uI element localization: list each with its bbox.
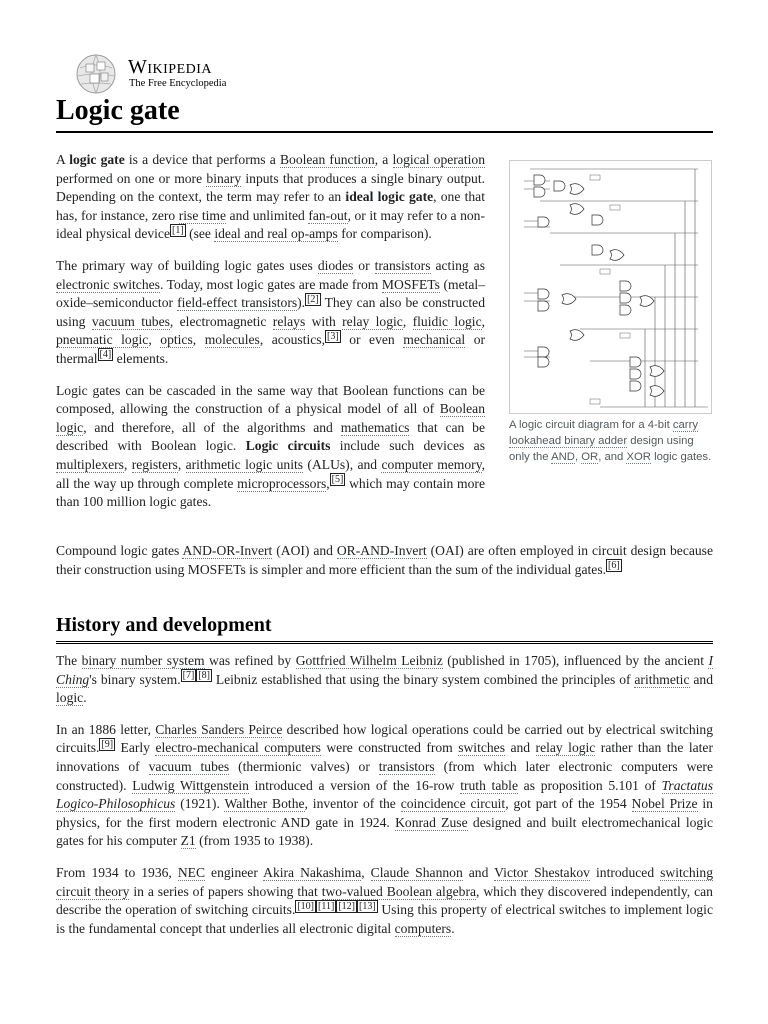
- link[interactable]: switches: [458, 740, 506, 756]
- link[interactable]: OR: [581, 451, 599, 463]
- link[interactable]: relays: [272, 313, 306, 329]
- citation[interactable]: [7]: [182, 670, 195, 682]
- intro-column: [56, 151, 485, 525]
- link[interactable]: fan-out: [308, 207, 348, 223]
- link[interactable]: coincidence circuit: [400, 796, 506, 812]
- link[interactable]: optics: [160, 332, 193, 348]
- link[interactable]: Ludwig Wittgenstein: [132, 777, 249, 793]
- circuit-diagram-image[interactable]: [509, 160, 712, 414]
- history-paragraph-1: The binary number system was refined by Gottfried Wilhelm Leibniz (published in 1705), influenced by the ancient I Ching's binary system. [7] [8] Leibniz established that using the binary system combined the principles of arithmetic and logic.: [56, 653, 713, 706]
- wikipedia-globe-logo[interactable]: [72, 52, 120, 96]
- link[interactable]: AND: [551, 451, 575, 463]
- citation[interactable]: [4]: [99, 349, 112, 361]
- link[interactable]: computers: [394, 920, 452, 936]
- link[interactable]: vacuum tubes: [148, 758, 230, 774]
- circuit-figure: [509, 160, 712, 465]
- citation[interactable]: [8]: [198, 670, 210, 682]
- link[interactable]: Walther Bothe: [224, 796, 305, 812]
- link[interactable]: electronic switches: [56, 276, 160, 292]
- link[interactable]: Gottfried Wilhelm Leibniz: [295, 653, 443, 668]
- tagline: The Free Encyclopedia: [129, 78, 227, 89]
- link[interactable]: AND-OR-Invert: [182, 543, 273, 558]
- link[interactable]: Z1: [180, 833, 196, 849]
- figure-caption: A logic circuit diagram for a 4-bit carry lookahead binary adder design using only the AND, OR, and XOR logic gates.: [509, 419, 712, 463]
- link[interactable]: Boolean function: [279, 152, 375, 167]
- citation[interactable]: [5]: [331, 473, 344, 485]
- link[interactable]: multiplexers: [56, 456, 124, 472]
- citation[interactable]: [10]: [297, 900, 315, 912]
- section-heading-history: History and development: [56, 611, 713, 644]
- link[interactable]: Akira Nakashima: [263, 864, 362, 880]
- link[interactable]: field-effect transistors: [177, 295, 298, 311]
- intro-paragraph-1: A logic gate is a device that performs a Boolean function, a logical operation performed on one or more binary inputs that produces a single binary output. Depending on the context, the term may refer to an ideal logic gate, one that has, for instance, zero rise time and unlimited fan-out, or it may refer to a non-ideal physical device [1] (see ideal and real op-amps for comparison).: [56, 152, 485, 242]
- citation[interactable]: [2]: [307, 293, 319, 305]
- intro-paragraph-2: The primary way of building logic gates uses diodes or transistors acting as electronic switches. Today, most logic gates are made from MOSFETs (metal–oxide–semiconductor field-effect transistors). [2] They can also be constructed using vacuum tubes, electromagnetic relays with relay logic, fluidic logic, pneumatic logic, optics, molecules, acoustics, [3] or even mechanical or thermal [4] elements.: [56, 257, 486, 366]
- link[interactable]: XOR: [626, 451, 651, 463]
- link[interactable]: relay logic: [342, 313, 403, 329]
- history-section: [56, 652, 713, 938]
- link[interactable]: registers: [131, 456, 178, 472]
- link[interactable]: diodes: [317, 257, 354, 273]
- history-paragraph-2: In an 1886 letter, Charles Sanders Peirce described how logical operations could be carried out by electrical switching circuits. [9] Early electro-mechanical computers were constructed from switches and relay logic rather than the later innovations of vacuum tubes (thermionic valves) or transistors (from which later electronic computers were constructed). Ludwig Wittgenstein introduced a version of the 16-row truth table as proposition 5.101 of Tractatus Logico-Philosophicus (1921). Walther Bothe, inventor of the coincidence circuit, got part of the 1954 Nobel Prize in physics, for the first modern electronic AND gate in 1924. Konrad Zuse designed and built electromechanical logic gates for his computer Z1 (from 1935 to 1938).: [56, 721, 714, 849]
- link[interactable]: rise time: [178, 207, 227, 223]
- link[interactable]: Claude Shannon: [370, 864, 463, 880]
- link[interactable]: Boolean logic: [56, 401, 485, 435]
- link[interactable]: pneumatic logic: [56, 332, 149, 348]
- link[interactable]: binary number system: [81, 653, 205, 668]
- citation[interactable]: [3]: [327, 330, 339, 342]
- link[interactable]: OR-AND-Invert: [336, 543, 427, 558]
- citation[interactable]: [6]: [608, 560, 620, 572]
- link[interactable]: logical operation: [392, 152, 485, 167]
- link[interactable]: MOSFETs: [381, 276, 440, 292]
- intro-paragraph-4: Compound logic gates AND-OR-Invert (AOI) and OR-AND-Invert (OAI) are often employed in circuit design because their construction using MOSFETs is simpler and more efficient than the sum of the individual gates. [6]: [56, 543, 714, 577]
- citation[interactable]: [1]: [172, 224, 184, 236]
- link[interactable]: I Ching: [56, 653, 713, 687]
- link[interactable]: Nobel Prize: [631, 796, 698, 812]
- link[interactable]: microprocessors: [237, 475, 327, 491]
- link[interactable]: NEC: [177, 864, 206, 880]
- link[interactable]: switching circuit theory: [56, 864, 714, 899]
- intro-paragraph-3: Logic gates can be cascaded in the same way that Boolean functions can be composed, allowing the construction of a physical model of all of Boolean logic, and therefore, all of the algorithms and mathematics that can be described with Boolean logic. Logic circuits include such devices as multiplexers, registers, arithmetic logic units (ALUs), and computer memory, all the way up through complete microprocessors, [5] which may contain more than 100 million logic gates.: [56, 382, 486, 510]
- link[interactable]: arithmetic: [634, 671, 690, 687]
- citation[interactable]: [11]: [318, 900, 335, 912]
- link[interactable]: Konrad Zuse: [395, 814, 468, 830]
- link[interactable]: electro-mechanical computers: [155, 740, 321, 756]
- link[interactable]: molecules: [204, 332, 260, 348]
- link[interactable]: Victor Shestakov: [494, 864, 590, 880]
- intro-paragraph-4-wrap: [56, 542, 713, 579]
- link[interactable]: mathematics: [340, 419, 410, 435]
- citation[interactable]: [9]: [101, 738, 114, 750]
- link[interactable]: fluidic logic: [412, 313, 482, 329]
- link[interactable]: logic: [56, 690, 84, 706]
- link[interactable]: transistors: [378, 758, 435, 774]
- link[interactable]: relay logic: [535, 740, 596, 756]
- wikipedia-header[interactable]: [72, 52, 372, 96]
- link[interactable]: arithmetic logic units: [185, 456, 304, 472]
- link[interactable]: mechanical: [403, 332, 466, 348]
- citation[interactable]: [12]: [338, 900, 355, 912]
- link[interactable]: ideal and real op-amps: [214, 226, 338, 242]
- history-paragraph-3: From 1934 to 1936, NEC engineer Akira Nakashima, Claude Shannon and Victor Shestakov introduced switching circuit theory in a series of papers showing that two-valued Boolean algebra, which they discovered independently, can describe the operation of switching circuits. [10] [11] [12] [13] Using this property of electrical switches to implement logic is the fundamental concept that underlies all electronic digital computers.: [56, 864, 714, 936]
- link[interactable]: truth table: [460, 777, 518, 793]
- link[interactable]: carry lookahead binary adder: [509, 419, 698, 447]
- page-title: Logic gate: [56, 92, 713, 133]
- citation[interactable]: [13]: [358, 900, 376, 912]
- circuit-diagram-svg: [510, 161, 711, 413]
- link[interactable]: vacuum tubes: [91, 313, 170, 329]
- link[interactable]: Charles Sanders Peirce: [155, 721, 283, 737]
- link[interactable]: transistors: [374, 257, 431, 273]
- link[interactable]: computer memory: [381, 456, 482, 472]
- link[interactable]: two-valued Boolean algebra: [321, 883, 477, 899]
- link[interactable]: Tractatus Logico-Philosophicus: [56, 777, 713, 812]
- link[interactable]: binary: [206, 170, 242, 186]
- wordmark: Wikipedia: [128, 56, 213, 78]
